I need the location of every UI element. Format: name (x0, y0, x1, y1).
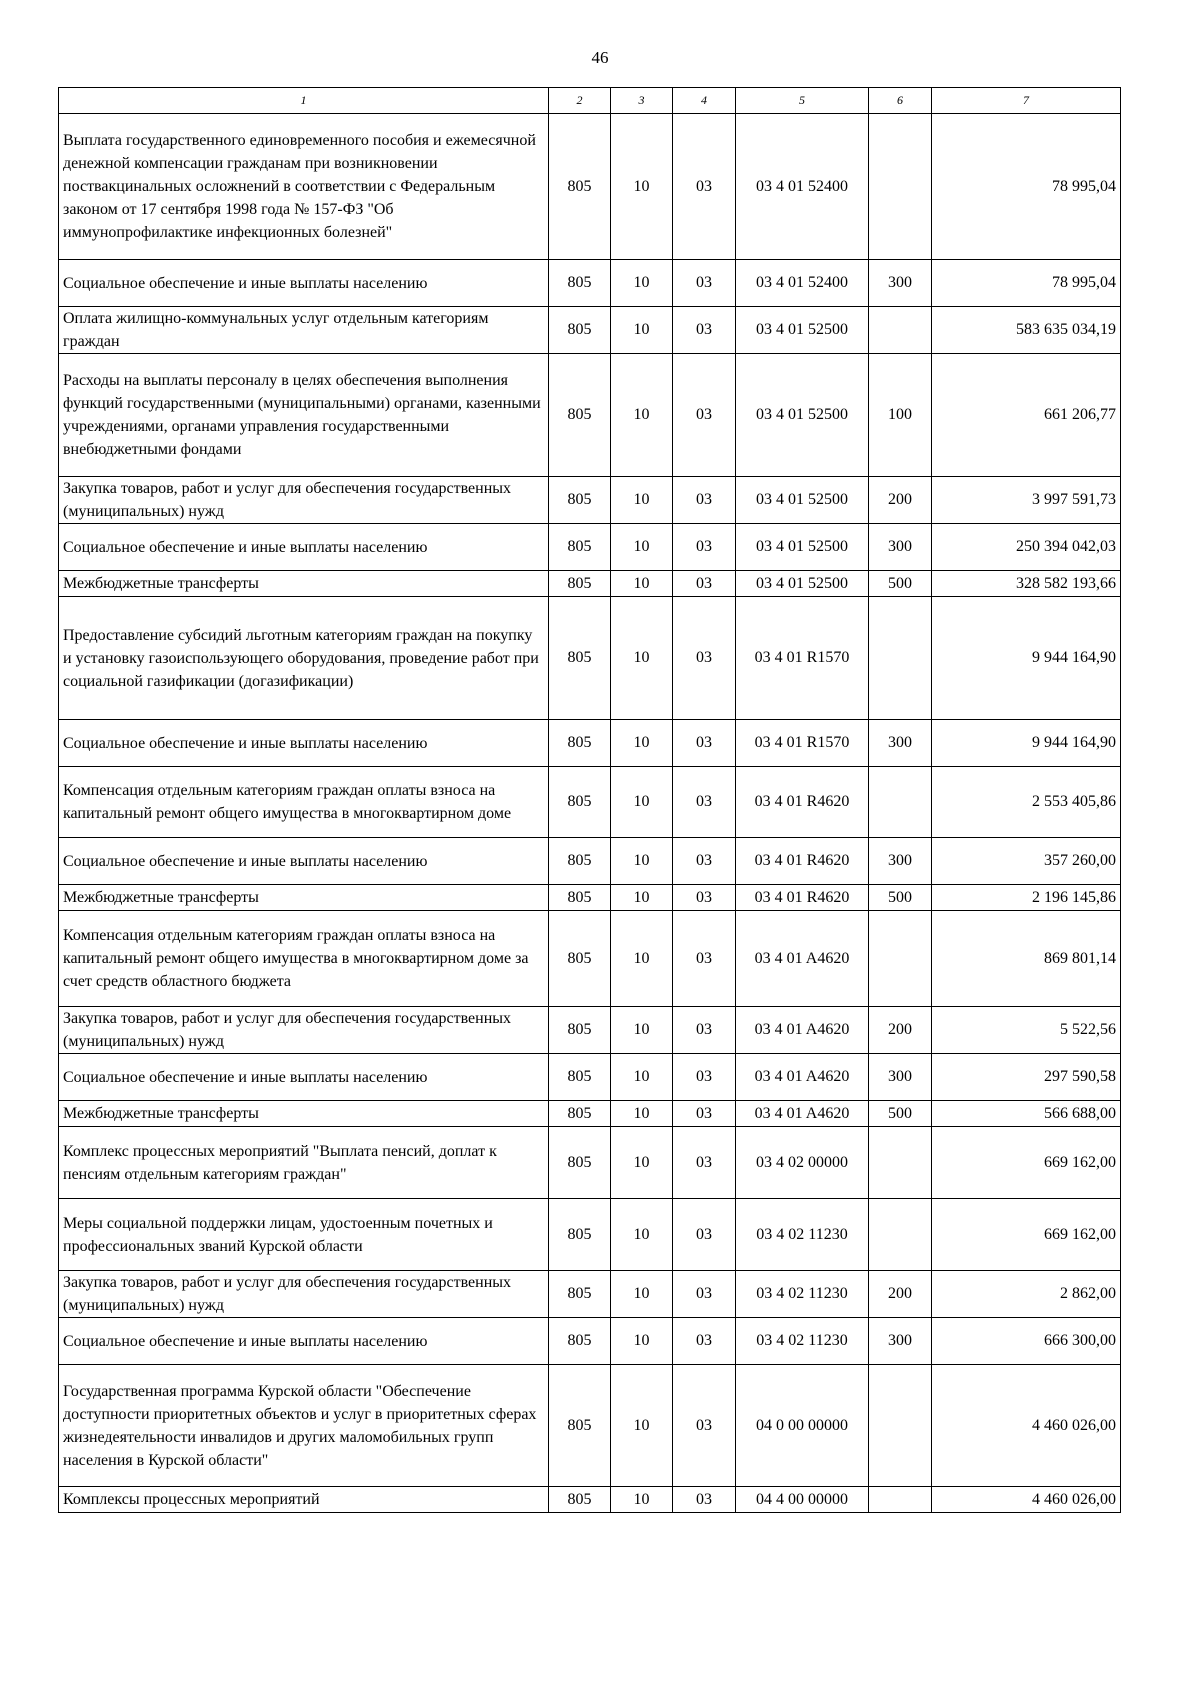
row-name-cell: Социальное обеспечение и иные выплаты населению (59, 1054, 549, 1101)
col4-cell: 03 (673, 1054, 736, 1101)
col4-cell: 03 (673, 1199, 736, 1271)
table-row (59, 597, 1121, 720)
col2-cell: 805 (549, 838, 611, 885)
col5-cell: 03 4 01 R1570 (736, 597, 869, 720)
col4-cell: 03 (673, 1487, 736, 1513)
col2-cell: 805 (549, 1487, 611, 1513)
row-name-cell: Оплата жилищно-коммунальных услуг отдельным категориям граждан (59, 307, 549, 354)
col3-cell: 10 (611, 597, 673, 720)
col3-cell: 10 (611, 720, 673, 767)
col6-cell: 500 (869, 571, 932, 597)
col2-cell: 805 (549, 885, 611, 911)
row-name-cell: Выплата государственного единовременного пособия и ежемесячной денежной компенсации гражданам при возникновении поствакцинальных осложнений в соответствии с Федеральным законом от 17 сентября 1998 года № 157-ФЗ "Об иммунопрофилактике инфекционных болезней" (59, 114, 549, 260)
table-row (59, 1365, 1121, 1487)
col5-cell: 03 4 01 52500 (736, 354, 869, 477)
col3-cell: 10 (611, 1007, 673, 1054)
col6-cell: 100 (869, 354, 932, 477)
row-name-cell: Компенсация отдельным категориям граждан оплаты взноса на капитальный ремонт общего имущества в многоквартирном доме (59, 767, 549, 838)
row-name-cell: Комплексы процессных мероприятий (59, 1487, 549, 1513)
page-number: 46 (591, 48, 609, 67)
col2-cell: 805 (549, 1271, 611, 1318)
col6-cell: 300 (869, 260, 932, 307)
col5-cell: 03 4 01 R4620 (736, 838, 869, 885)
col6-cell: 300 (869, 838, 932, 885)
col6-cell (869, 1199, 932, 1271)
row-name-cell: Закупка товаров, работ и услуг для обеспечения государственных (муниципальных) нужд (59, 1271, 549, 1318)
col2-cell: 805 (549, 1365, 611, 1487)
col3-cell: 10 (611, 260, 673, 307)
amount-cell: 2 196 145,86 (932, 885, 1121, 911)
budget-table (58, 87, 1121, 1513)
col3-cell: 10 (611, 1127, 673, 1199)
col5-cell: 03 4 01 52500 (736, 524, 869, 571)
table-row (59, 114, 1121, 260)
col5-cell: 03 4 02 11230 (736, 1271, 869, 1318)
amount-cell: 78 995,04 (932, 260, 1121, 307)
column-header: 1 (59, 88, 549, 114)
amount-cell: 661 206,77 (932, 354, 1121, 477)
col4-cell: 03 (673, 1007, 736, 1054)
amount-cell: 666 300,00 (932, 1318, 1121, 1365)
col4-cell: 03 (673, 1365, 736, 1487)
col4-cell: 03 (673, 1318, 736, 1365)
col4-cell: 03 (673, 354, 736, 477)
column-header: 7 (932, 88, 1121, 114)
col6-cell (869, 597, 932, 720)
col5-cell: 04 0 00 00000 (736, 1365, 869, 1487)
col2-cell: 805 (549, 1318, 611, 1365)
col6-cell: 300 (869, 1054, 932, 1101)
amount-cell: 583 635 034,19 (932, 307, 1121, 354)
col4-cell: 03 (673, 114, 736, 260)
col2-cell: 805 (549, 597, 611, 720)
table-row (59, 477, 1121, 524)
col6-cell: 300 (869, 720, 932, 767)
row-name-cell: Межбюджетные трансферты (59, 885, 549, 911)
row-name-cell: Социальное обеспечение и иные выплаты населению (59, 720, 549, 767)
col6-cell (869, 1487, 932, 1513)
col5-cell: 03 4 01 52500 (736, 477, 869, 524)
col6-cell (869, 767, 932, 838)
amount-cell: 5 522,56 (932, 1007, 1121, 1054)
amount-cell: 9 944 164,90 (932, 720, 1121, 767)
row-name-cell: Закупка товаров, работ и услуг для обеспечения государственных (муниципальных) нужд (59, 1007, 549, 1054)
table-row (59, 354, 1121, 477)
col3-cell: 10 (611, 1199, 673, 1271)
col2-cell: 805 (549, 571, 611, 597)
row-name-cell: Межбюджетные трансферты (59, 571, 549, 597)
row-name-cell: Государственная программа Курской области "Обеспечение доступности приоритетных объектов и услуг в приоритетных сферах жизнедеятельности инвалидов и других маломобильных групп населения в Курской области" (59, 1365, 549, 1487)
row-name-cell: Предоставление субсидий льготным категориям граждан на покупку и установку газоиспользующего оборудования, проведение работ при социальной газификации (догазификации) (59, 597, 549, 720)
row-name-cell: Социальное обеспечение и иные выплаты населению (59, 1318, 549, 1365)
col3-cell: 10 (611, 477, 673, 524)
row-name-cell: Закупка товаров, работ и услуг для обеспечения государственных (муниципальных) нужд (59, 477, 549, 524)
col3-cell: 10 (611, 307, 673, 354)
col2-cell: 805 (549, 354, 611, 477)
column-number-row (59, 88, 1121, 114)
column-header: 3 (611, 88, 673, 114)
col4-cell: 03 (673, 1101, 736, 1127)
table-row (59, 838, 1121, 885)
col3-cell: 10 (611, 1271, 673, 1318)
col6-cell: 300 (869, 1318, 932, 1365)
col6-cell: 500 (869, 1101, 932, 1127)
table-row (59, 1318, 1121, 1365)
col2-cell: 805 (549, 524, 611, 571)
column-header: 6 (869, 88, 932, 114)
col6-cell: 200 (869, 1007, 932, 1054)
col5-cell: 03 4 01 A4620 (736, 1054, 869, 1101)
table-row (59, 1007, 1121, 1054)
amount-cell: 2 553 405,86 (932, 767, 1121, 838)
table-row (59, 1127, 1121, 1199)
col2-cell: 805 (549, 1007, 611, 1054)
col4-cell: 03 (673, 911, 736, 1007)
table-row (59, 720, 1121, 767)
col2-cell: 805 (549, 911, 611, 1007)
col4-cell: 03 (673, 1271, 736, 1318)
col4-cell: 03 (673, 524, 736, 571)
row-name-cell: Комплекс процессных мероприятий "Выплата пенсий, доплат к пенсиям отдельным категориям граждан" (59, 1127, 549, 1199)
table-row (59, 885, 1121, 911)
table-row (59, 1487, 1121, 1513)
col4-cell: 03 (673, 885, 736, 911)
amount-cell: 78 995,04 (932, 114, 1121, 260)
amount-cell: 357 260,00 (932, 838, 1121, 885)
col2-cell: 805 (549, 1054, 611, 1101)
col5-cell: 03 4 01 R4620 (736, 767, 869, 838)
row-name-cell: Компенсация отдельным категориям граждан оплаты взноса на капитальный ремонт общего имущества в многоквартирном доме за счет средств областного бюджета (59, 911, 549, 1007)
amount-cell: 328 582 193,66 (932, 571, 1121, 597)
row-name-cell: Меры социальной поддержки лицам, удостоенным почетных и профессиональных званий Курской области (59, 1199, 549, 1271)
col2-cell: 805 (549, 1127, 611, 1199)
col2-cell: 805 (549, 1199, 611, 1271)
table-row (59, 1199, 1121, 1271)
amount-cell: 566 688,00 (932, 1101, 1121, 1127)
amount-cell: 869 801,14 (932, 911, 1121, 1007)
amount-cell: 250 394 042,03 (932, 524, 1121, 571)
col3-cell: 10 (611, 1365, 673, 1487)
col4-cell: 03 (673, 767, 736, 838)
amount-cell: 297 590,58 (932, 1054, 1121, 1101)
col6-cell: 200 (869, 477, 932, 524)
row-name-cell: Социальное обеспечение и иные выплаты населению (59, 838, 549, 885)
col5-cell: 03 4 01 R1570 (736, 720, 869, 767)
col5-cell: 03 4 01 A4620 (736, 911, 869, 1007)
col5-cell: 03 4 02 11230 (736, 1199, 869, 1271)
col3-cell: 10 (611, 1487, 673, 1513)
col6-cell: 500 (869, 885, 932, 911)
col2-cell: 805 (549, 307, 611, 354)
col3-cell: 10 (611, 911, 673, 1007)
col6-cell (869, 307, 932, 354)
col3-cell: 10 (611, 354, 673, 477)
col5-cell: 04 4 00 00000 (736, 1487, 869, 1513)
col5-cell: 03 4 01 52400 (736, 260, 869, 307)
col5-cell: 03 4 01 52500 (736, 571, 869, 597)
amount-cell: 4 460 026,00 (932, 1365, 1121, 1487)
col3-cell: 10 (611, 767, 673, 838)
col5-cell: 03 4 01 R4620 (736, 885, 869, 911)
col4-cell: 03 (673, 260, 736, 307)
amount-cell: 669 162,00 (932, 1127, 1121, 1199)
row-name-cell: Межбюджетные трансферты (59, 1101, 549, 1127)
col5-cell: 03 4 01 52400 (736, 114, 869, 260)
col6-cell (869, 1365, 932, 1487)
col3-cell: 10 (611, 885, 673, 911)
table-row (59, 1271, 1121, 1318)
table-row (59, 524, 1121, 571)
column-header: 5 (736, 88, 869, 114)
col3-cell: 10 (611, 114, 673, 260)
col5-cell: 03 4 02 00000 (736, 1127, 869, 1199)
col5-cell: 03 4 01 52500 (736, 307, 869, 354)
col3-cell: 10 (611, 571, 673, 597)
column-header: 2 (549, 88, 611, 114)
amount-cell: 669 162,00 (932, 1199, 1121, 1271)
col5-cell: 03 4 01 A4620 (736, 1007, 869, 1054)
table-row (59, 1054, 1121, 1101)
table-row (59, 911, 1121, 1007)
col2-cell: 805 (549, 1101, 611, 1127)
table-row (59, 307, 1121, 354)
col3-cell: 10 (611, 524, 673, 571)
row-name-cell: Социальное обеспечение и иные выплаты населению (59, 524, 549, 571)
col4-cell: 03 (673, 597, 736, 720)
amount-cell: 3 997 591,73 (932, 477, 1121, 524)
col3-cell: 10 (611, 838, 673, 885)
col2-cell: 805 (549, 260, 611, 307)
amount-cell: 2 862,00 (932, 1271, 1121, 1318)
col5-cell: 03 4 01 A4620 (736, 1101, 869, 1127)
col5-cell: 03 4 02 11230 (736, 1318, 869, 1365)
col4-cell: 03 (673, 1127, 736, 1199)
table-row (59, 260, 1121, 307)
col2-cell: 805 (549, 720, 611, 767)
table-row (59, 571, 1121, 597)
table-row (59, 767, 1121, 838)
column-header: 4 (673, 88, 736, 114)
col3-cell: 10 (611, 1318, 673, 1365)
col2-cell: 805 (549, 767, 611, 838)
amount-cell: 9 944 164,90 (932, 597, 1121, 720)
col6-cell (869, 911, 932, 1007)
col6-cell: 300 (869, 524, 932, 571)
table-row (59, 1101, 1121, 1127)
row-name-cell: Расходы на выплаты персоналу в целях обеспечения выполнения функций государственными (муниципальными) органами, казенными учреждениями, органами управления государственными внебюджетными фондами (59, 354, 549, 477)
col6-cell: 200 (869, 1271, 932, 1318)
row-name-cell: Социальное обеспечение и иные выплаты населению (59, 260, 549, 307)
col4-cell: 03 (673, 571, 736, 597)
col4-cell: 03 (673, 720, 736, 767)
col4-cell: 03 (673, 838, 736, 885)
col2-cell: 805 (549, 114, 611, 260)
col6-cell (869, 114, 932, 260)
col3-cell: 10 (611, 1054, 673, 1101)
col4-cell: 03 (673, 307, 736, 354)
amount-cell: 4 460 026,00 (932, 1487, 1121, 1513)
col2-cell: 805 (549, 477, 611, 524)
col3-cell: 10 (611, 1101, 673, 1127)
col4-cell: 03 (673, 477, 736, 524)
col6-cell (869, 1127, 932, 1199)
